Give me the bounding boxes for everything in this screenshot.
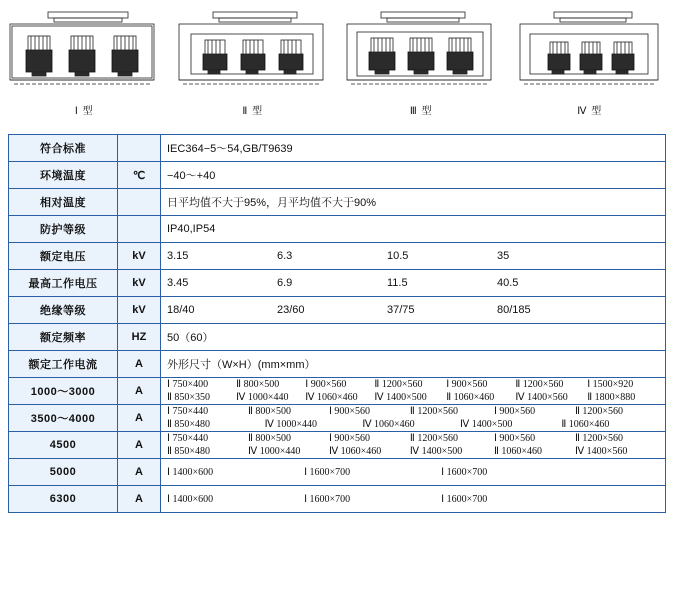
dim-cell: Ⅱ 1200×560 (409, 433, 458, 444)
row-unit: kV (118, 270, 161, 297)
table-row (9, 270, 666, 297)
dim-cell: Ⅱ 1200×560 (574, 433, 624, 444)
dim-cell: Ⅱ 1060×460 (493, 446, 543, 457)
diagram-caption: Ⅳ 型 (577, 106, 603, 117)
dim-cell: Ⅳ 1400×500 (374, 392, 427, 403)
table-row (9, 378, 666, 405)
dim-cell: Ⅳ 1000×440 (264, 419, 318, 430)
value-col-3: 10.5 (387, 250, 409, 262)
row-unit (118, 135, 161, 162)
diagram-strip (0, 0, 674, 120)
row-unit: A (118, 486, 161, 513)
row-dimensions (161, 432, 666, 459)
value-col-3: 11.5 (387, 277, 408, 289)
type-1-drawing (4, 6, 164, 98)
row-label: 额定工作电流 (9, 351, 118, 378)
row-unit: A (118, 432, 161, 459)
value-col-2: 23/60 (277, 304, 305, 316)
dim-cell: Ⅰ 750×440 (167, 433, 209, 444)
table-row (9, 405, 666, 432)
table-row (9, 486, 666, 513)
value-col-2: 6.3 (277, 250, 293, 262)
dim-cell: Ⅱ 800×500 (247, 433, 292, 444)
table-row (9, 297, 666, 324)
diagram-type-3 (337, 6, 506, 120)
row-label: 5000 (9, 459, 118, 486)
row-value: IEC364−5～54,GB/T9639 (161, 135, 666, 162)
type-3-drawing (341, 6, 501, 98)
dim-cell: Ⅳ 1400×560 (574, 446, 628, 457)
value-col-2: 6.9 (277, 277, 293, 289)
dim-cell: Ⅰ 1600×700 (441, 467, 488, 478)
dim-cell: Ⅳ 1000×440 (247, 446, 301, 457)
type-2-drawing (173, 6, 333, 98)
row-value (161, 270, 666, 297)
value-col-4: 80/185 (497, 304, 531, 316)
dim-cell: Ⅱ 800×500 (236, 379, 280, 390)
dim-cell: Ⅰ 1500×920 (587, 379, 634, 390)
spec-table (8, 134, 666, 513)
value-col-4: 40.5 (497, 277, 519, 289)
row-unit: kV (118, 297, 161, 324)
table-row (9, 324, 666, 351)
row-unit: A (118, 405, 161, 432)
dim-cell: Ⅳ 1400×560 (515, 392, 568, 403)
row-label: 最高工作电压 (9, 270, 118, 297)
dim-cell: Ⅰ 1600×700 (304, 494, 351, 505)
dim-cell: Ⅱ 1200×560 (574, 406, 624, 417)
dim-cell: Ⅱ 800×500 (247, 406, 292, 417)
value-col-3: 37/75 (387, 304, 415, 316)
dim-cell: Ⅱ 850×480 (167, 446, 211, 457)
row-unit: HZ (118, 324, 161, 351)
dim-cell: Ⅳ 1060×460 (362, 419, 415, 430)
spec-table-wrap (8, 134, 666, 513)
dim-cell: Ⅰ 900×560 (328, 406, 371, 417)
table-row (9, 459, 666, 486)
row-dimensions (161, 405, 666, 432)
dim-cell: Ⅰ 750×400 (167, 379, 209, 390)
dim-cell: Ⅰ 900×560 (493, 406, 536, 417)
dim-cell: Ⅰ 900×560 (446, 379, 488, 390)
table-row (9, 243, 666, 270)
row-unit (118, 189, 161, 216)
dim-cell: Ⅰ 900×560 (328, 433, 371, 444)
dim-cell: Ⅳ 1060×460 (305, 392, 358, 403)
dim-cell: Ⅱ 1060×460 (446, 392, 495, 403)
diagram-type-2 (169, 6, 338, 120)
row-unit: ℃ (118, 162, 161, 189)
row-label: 符合标准 (9, 135, 118, 162)
value-col-4: 35 (497, 250, 510, 262)
dim-cell: Ⅱ 850×480 (167, 419, 211, 430)
row-unit: A (118, 351, 161, 378)
row-unit: kV (118, 243, 161, 270)
table-row (9, 216, 666, 243)
row-unit: A (118, 459, 161, 486)
row-dimensions (161, 378, 666, 405)
row-value: IP40,IP54 (161, 216, 666, 243)
row-label: 额定频率 (9, 324, 118, 351)
value-col-1: 3.45 (167, 277, 189, 289)
row-dimensions (161, 486, 666, 513)
row-label: 1000～3000 (9, 378, 118, 405)
dim-cell: Ⅱ 1800×880 (587, 392, 636, 403)
dim-cell: Ⅰ 900×560 (493, 433, 536, 444)
row-label: 防护等级 (9, 216, 118, 243)
table-row (9, 162, 666, 189)
row-label: 额定电压 (9, 243, 118, 270)
row-unit (118, 216, 161, 243)
dim-cell: Ⅰ 1600×700 (441, 494, 488, 505)
row-value: −40～+40 (161, 162, 666, 189)
dim-cell: Ⅰ 1400×600 (167, 494, 214, 505)
diagram-caption: Ⅱ 型 (242, 106, 264, 117)
table-row (9, 135, 666, 162)
row-value: 50（60） (161, 324, 666, 351)
row-label: 3500～4000 (9, 405, 118, 432)
dim-cell: Ⅳ 1060×460 (328, 446, 382, 457)
row-value (161, 243, 666, 270)
dim-cell: Ⅰ 1400×600 (167, 467, 214, 478)
dim-cell: Ⅳ 1400×500 (409, 446, 463, 457)
dim-cell: Ⅰ 900×560 (305, 379, 347, 390)
row-label: 6300 (9, 486, 118, 513)
row-label: 环境温度 (9, 162, 118, 189)
diagram-caption: Ⅰ 型 (74, 106, 94, 117)
dim-cell: Ⅰ 750×440 (167, 406, 209, 417)
diagram-type-4 (506, 6, 674, 120)
type-4-drawing (510, 6, 670, 98)
diagram-caption: Ⅲ 型 (409, 106, 433, 117)
dim-cell: Ⅱ 1200×560 (409, 406, 458, 417)
value-col-1: 18/40 (167, 304, 195, 316)
dim-cell: Ⅳ 1000×440 (236, 392, 289, 403)
value-col-1: 3.15 (167, 250, 189, 262)
row-label: 绝缘等级 (9, 297, 118, 324)
dim-cell: Ⅱ 1200×560 (374, 379, 423, 390)
table-row (9, 189, 666, 216)
dim-cell: Ⅱ 850×350 (167, 392, 211, 403)
table-row (9, 351, 666, 378)
dim-cell: Ⅰ 1600×700 (304, 467, 351, 478)
row-label: 相对温度 (9, 189, 118, 216)
row-value: 外形尺寸（W×H）(mm×mm） (161, 351, 666, 378)
diagram-type-1 (0, 6, 169, 120)
dim-cell: Ⅱ 1060×460 (561, 419, 610, 430)
row-value: 日平均值不大于95%，月平均值不大于90% (161, 189, 666, 216)
row-unit: A (118, 378, 161, 405)
dim-cell: Ⅱ 1200×560 (515, 379, 564, 390)
dim-cell: Ⅳ 1400×500 (459, 419, 513, 430)
row-dimensions (161, 459, 666, 486)
row-label: 4500 (9, 432, 118, 459)
table-row (9, 432, 666, 459)
row-value (161, 297, 666, 324)
